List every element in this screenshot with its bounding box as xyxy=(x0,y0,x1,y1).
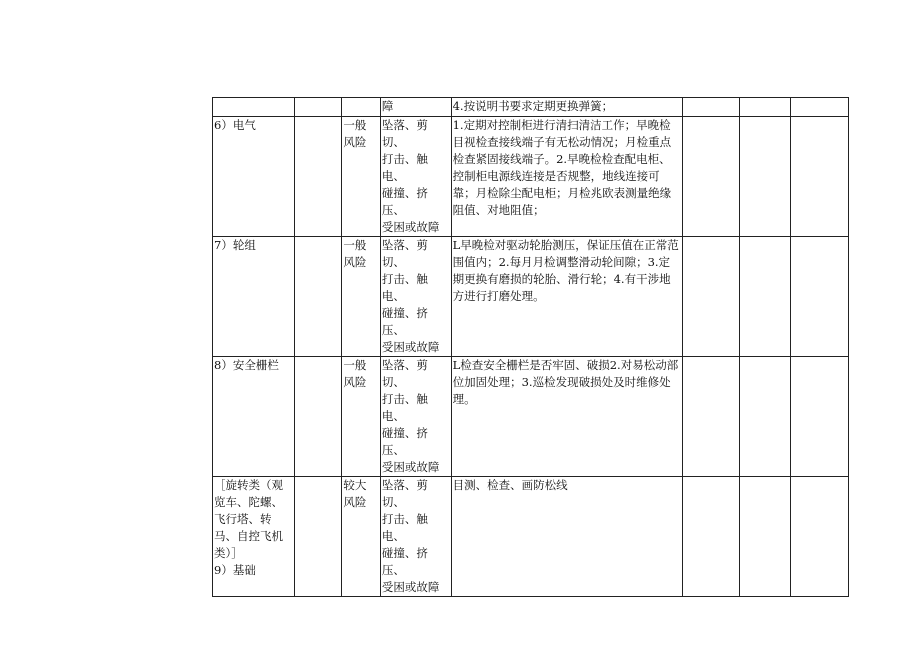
control-measure-cell: 目测、检查、画防松线 xyxy=(451,477,683,597)
table-row xyxy=(213,357,849,477)
table-row xyxy=(213,98,849,117)
blank-cell xyxy=(791,117,849,237)
control-measure-cell: 4.按说明书要求定期更换弹簧； xyxy=(451,98,683,117)
risk-level-cell: 一般 风险 xyxy=(342,357,380,477)
blank-cell xyxy=(294,98,342,117)
blank-cell xyxy=(683,117,740,237)
hazard-type-cell: 坠落、剪切、 打击、触电、 碰撞、挤压、 受困或故障 xyxy=(380,477,451,597)
blank-cell xyxy=(294,237,342,357)
hazard-type-cell: 坠落、剪切、 打击、触电、 碰撞、挤压、 受困或故障 xyxy=(380,117,451,237)
blank-cell xyxy=(683,357,740,477)
blank-cell xyxy=(294,477,342,597)
blank-cell xyxy=(791,357,849,477)
hazard-type-cell: 坠落、剪切、 打击、触电、 碰撞、挤压、 受困或故障 xyxy=(380,357,451,477)
risk-level-cell: 一般 风险 xyxy=(342,237,380,357)
blank-cell xyxy=(683,237,740,357)
inspection-item-cell: 8）安全栅栏 xyxy=(213,357,295,477)
table-row xyxy=(213,237,849,357)
blank-cell xyxy=(739,357,791,477)
blank-cell xyxy=(294,357,342,477)
control-measure-cell: L检查安全栅栏是否牢固、破损2.对易松动部位加固处理；3.巡检发现破损处及时维修处理。 xyxy=(451,357,683,477)
blank-cell xyxy=(683,477,740,597)
inspection-item-cell: 6）电气 xyxy=(213,117,295,237)
blank-cell xyxy=(739,117,791,237)
blank-cell xyxy=(739,477,791,597)
blank-cell xyxy=(739,237,791,357)
control-measure-cell: L早晚检对驱动轮胎测压，保证压值在正常范围值内；2.每月月检调整滑动轮间隙；3.定期更换有磨损的轮胎、滑行轮；4.有干涉地方进行打磨处理。 xyxy=(451,237,683,357)
table-row xyxy=(213,477,849,597)
risk-level-cell: 一般 风险 xyxy=(342,117,380,237)
blank-cell xyxy=(683,98,740,117)
control-measure-cell: 1.定期对控制柜进行清扫清洁工作；早晚检目视检查接线端子有无松动情况；月检重点检查紧固接线端子。2.早晚检检查配电柜、控制柜电源线连接是否规整，地线连接可靠；月检除尘配电柜；月检兆欧表测量绝缘阻值、对地阻值； xyxy=(451,117,683,237)
blank-cell xyxy=(294,117,342,237)
risk-control-table xyxy=(212,97,849,597)
table-row xyxy=(213,117,849,237)
blank-cell xyxy=(791,477,849,597)
inspection-item-cell xyxy=(213,98,295,117)
risk-level-cell xyxy=(342,98,380,117)
inspection-item-cell: 7）轮组 xyxy=(213,237,295,357)
blank-cell xyxy=(739,98,791,117)
inspection-item-cell: ［旋转类（观 览车、陀螺、 飞行塔、转 马、自控飞机 类）］ 9）基础 xyxy=(213,477,295,597)
blank-cell xyxy=(791,98,849,117)
hazard-type-cell: 坠落、剪切、 打击、触电、 碰撞、挤压、 受困或故障 xyxy=(380,237,451,357)
blank-cell xyxy=(791,237,849,357)
hazard-type-cell: 障 xyxy=(380,98,451,117)
risk-level-cell: 较大 风险 xyxy=(342,477,380,597)
